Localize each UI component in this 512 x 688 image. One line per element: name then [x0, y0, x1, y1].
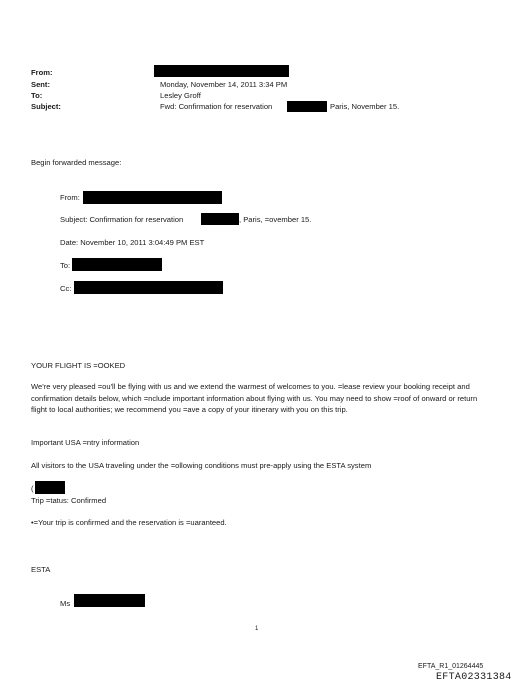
- forward-to-label: To:: [60, 261, 71, 270]
- forward-from-label: From:: [60, 193, 80, 202]
- subject-label: Subject:: [31, 102, 61, 111]
- confirmed-line: •=Your trip is confirmed and the reservation is =uaranteed.: [31, 518, 227, 527]
- sent-label: Sent:: [31, 80, 50, 89]
- redaction-box: [287, 101, 327, 112]
- redaction-box: [201, 213, 239, 225]
- page-number: 1: [255, 626, 259, 632]
- subject-value-suffix: Paris, November 15.: [330, 102, 400, 111]
- redaction-box: [83, 191, 222, 204]
- paren-mark: (: [31, 484, 34, 493]
- forward-subject-prefix: Subject: Confirmation for reservation: [60, 215, 184, 224]
- trip-status: Trip =tatus: Confirmed: [31, 496, 107, 505]
- subject-value-prefix: Fwd: Confirmation for reservation: [160, 102, 273, 111]
- redaction-box: [154, 65, 289, 77]
- entry-heading: Important USA =ntry information: [31, 438, 140, 447]
- forward-intro: Begin forwarded message:: [31, 158, 122, 167]
- redaction-box: [35, 481, 65, 494]
- welcome-paragraph: We're very pleased =ou'll be flying with us and we extend the warmest of welcomes to you. =lease review your booking receipt and confirmation details below, which =nclude important information about flying with us. You may need to show =roof of onward or return flight to local authorities; we recommend you =ave a copy of your itinerary with you on this trip.: [31, 382, 478, 414]
- bates-small: EFTA_R1_01264445: [418, 663, 484, 670]
- to-value: Lesley Groff: [160, 91, 201, 100]
- ms-label: Ms: [60, 599, 71, 608]
- forward-cc-label: Cc:: [60, 284, 72, 293]
- sent-value: Monday, November 14, 2011 3:34 PM: [160, 80, 288, 89]
- flight-heading: YOUR FLIGHT IS =OOKED: [31, 361, 126, 370]
- forward-date: Date: November 10, 2011 3:04:49 PM EST: [60, 238, 205, 247]
- redaction-box: [72, 258, 162, 271]
- esta-label: ESTA: [31, 565, 51, 574]
- redaction-box: [74, 281, 223, 294]
- redaction-box: [74, 594, 145, 607]
- forward-subject-suffix: , Paris, =ovember 15.: [239, 215, 312, 224]
- visitors-text: All visitors to the USA traveling under the =ollowing conditions must pre-apply using the ESTA system: [31, 461, 372, 470]
- from-label: From:: [31, 68, 53, 77]
- to-label: To:: [31, 91, 43, 100]
- bates-large: EFTA02331384: [436, 672, 512, 683]
